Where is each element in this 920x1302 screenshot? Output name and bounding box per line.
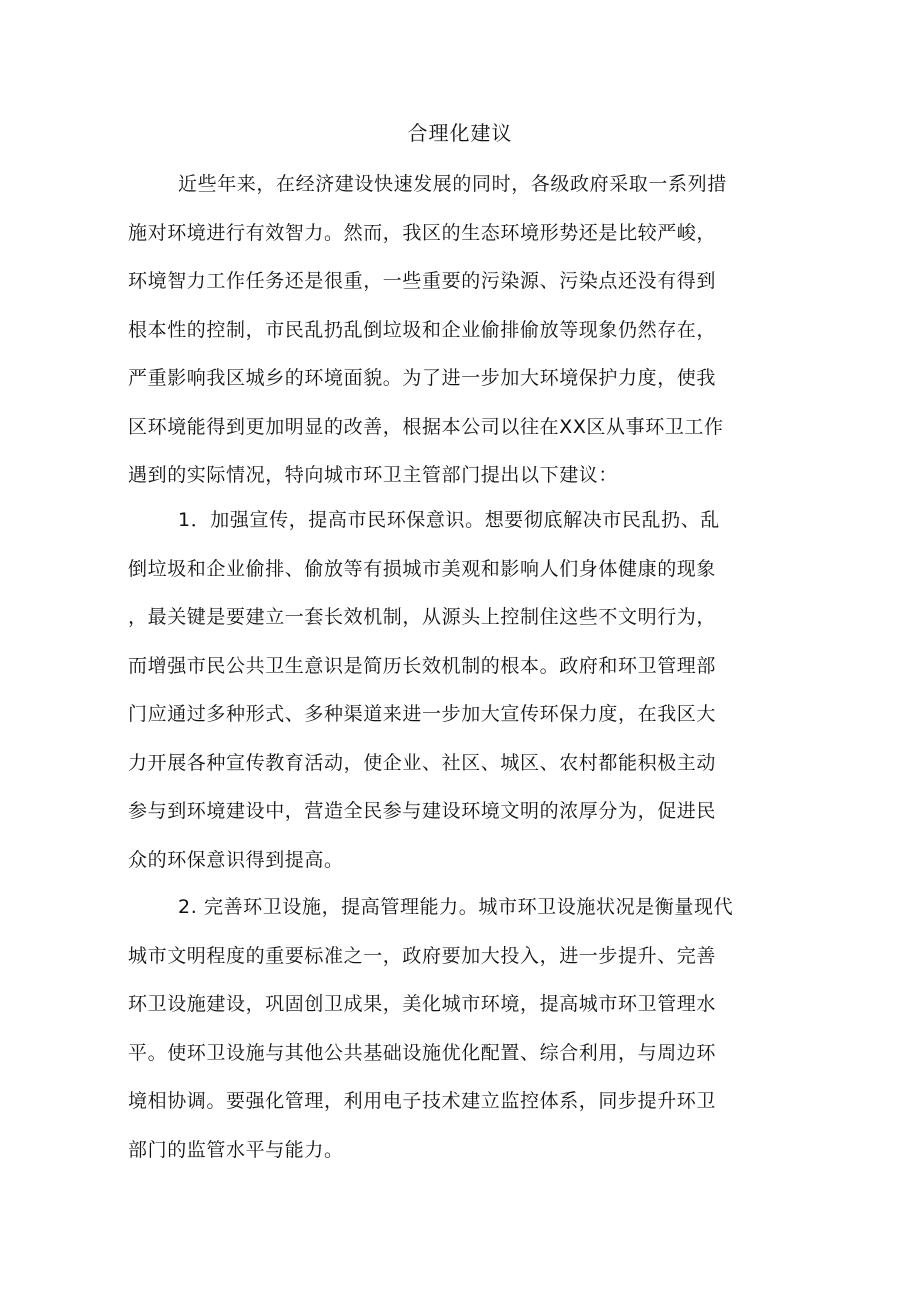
paragraph-line: 平。使环卫设施与其他公共基础设施优化配置、综合利用，与周边环 (128, 1041, 717, 1064)
document-title: 合理化建议 (407, 121, 513, 145)
paragraph-line: 力开展各种宣传教育活动，使企业、社区、城区、农村都能积极主动 (128, 751, 717, 774)
paragraph-line: 而增强市民公共卫生意识是简历长效机制的根本。政府和环卫管理部 (128, 654, 717, 677)
paragraph-line: 根本性的控制，市民乱扔乱倒垃圾和企业偷排偷放等现象仍然存在， (128, 318, 717, 341)
paragraph-line: 近些年来，在经济建设快速发展的同时，各级政府采取一系列措 (178, 173, 727, 195)
paragraph-item-1 (128, 496, 792, 884)
paragraph-line: 城市文明程度的重要标准之一，政府要加大投入，进一步提升、完善 (128, 944, 717, 967)
paragraph-line: 倒垃圾和企业偷排、偷放等有损城市美观和影响人们身体健康的现象 (128, 557, 717, 580)
paragraph-line: 参与到环境建设中，营造全民参与建设环境文明的浓厚分为，促进民 (128, 800, 717, 822)
paragraph-line: ，最关键是要建立一套长效机制，从源头上控制住这些不文明行为， (128, 606, 717, 628)
paragraph-item-2 (128, 883, 792, 1174)
paragraph-line: 环境智力工作任务还是很重，一些重要的污染源、污染点还没有得到 (128, 270, 717, 292)
paragraph-line: 境相协调。要强化管理，利用电子技术建立监控体系，同步提升环卫 (128, 1090, 717, 1112)
paragraph-line: 区环境能得到更加明显的改善，根据本公司以往在XX区从事环卫工作 (128, 415, 724, 438)
paragraph-line: 施对环境进行有效智力。然而，我区的生态环境形势还是比较严峻， (128, 221, 717, 244)
paragraph-line: 2. 完善环卫设施，提高管理能力。城市环卫设施状况是衡量现代 (178, 896, 734, 918)
paragraph-line: 1．加强宣传，提高市民环保意识。想要彻底解决市民乱扔、乱 (178, 509, 720, 531)
paragraph-line: 严重影响我区城乡的环境面貌。为了进一步加大环境保护力度，使我 (128, 367, 717, 389)
paragraph-line: 环卫设施建设，巩固创卫成果，美化城市环境，提高城市环卫管理水 (128, 993, 717, 1015)
paragraph-line: 门应通过多种形式、多种渠道来进一步加大宣传环保力度，在我区大 (128, 703, 717, 725)
paragraph-intro (128, 160, 792, 500)
paragraph-line: 部门的监管水平与能力。 (128, 1138, 344, 1161)
paragraph-line: 众的环保意识得到提高。 (128, 848, 344, 871)
paragraph-line: 遇到的实际情况，特向城市环卫主管部门提出以下建议： (128, 464, 619, 486)
